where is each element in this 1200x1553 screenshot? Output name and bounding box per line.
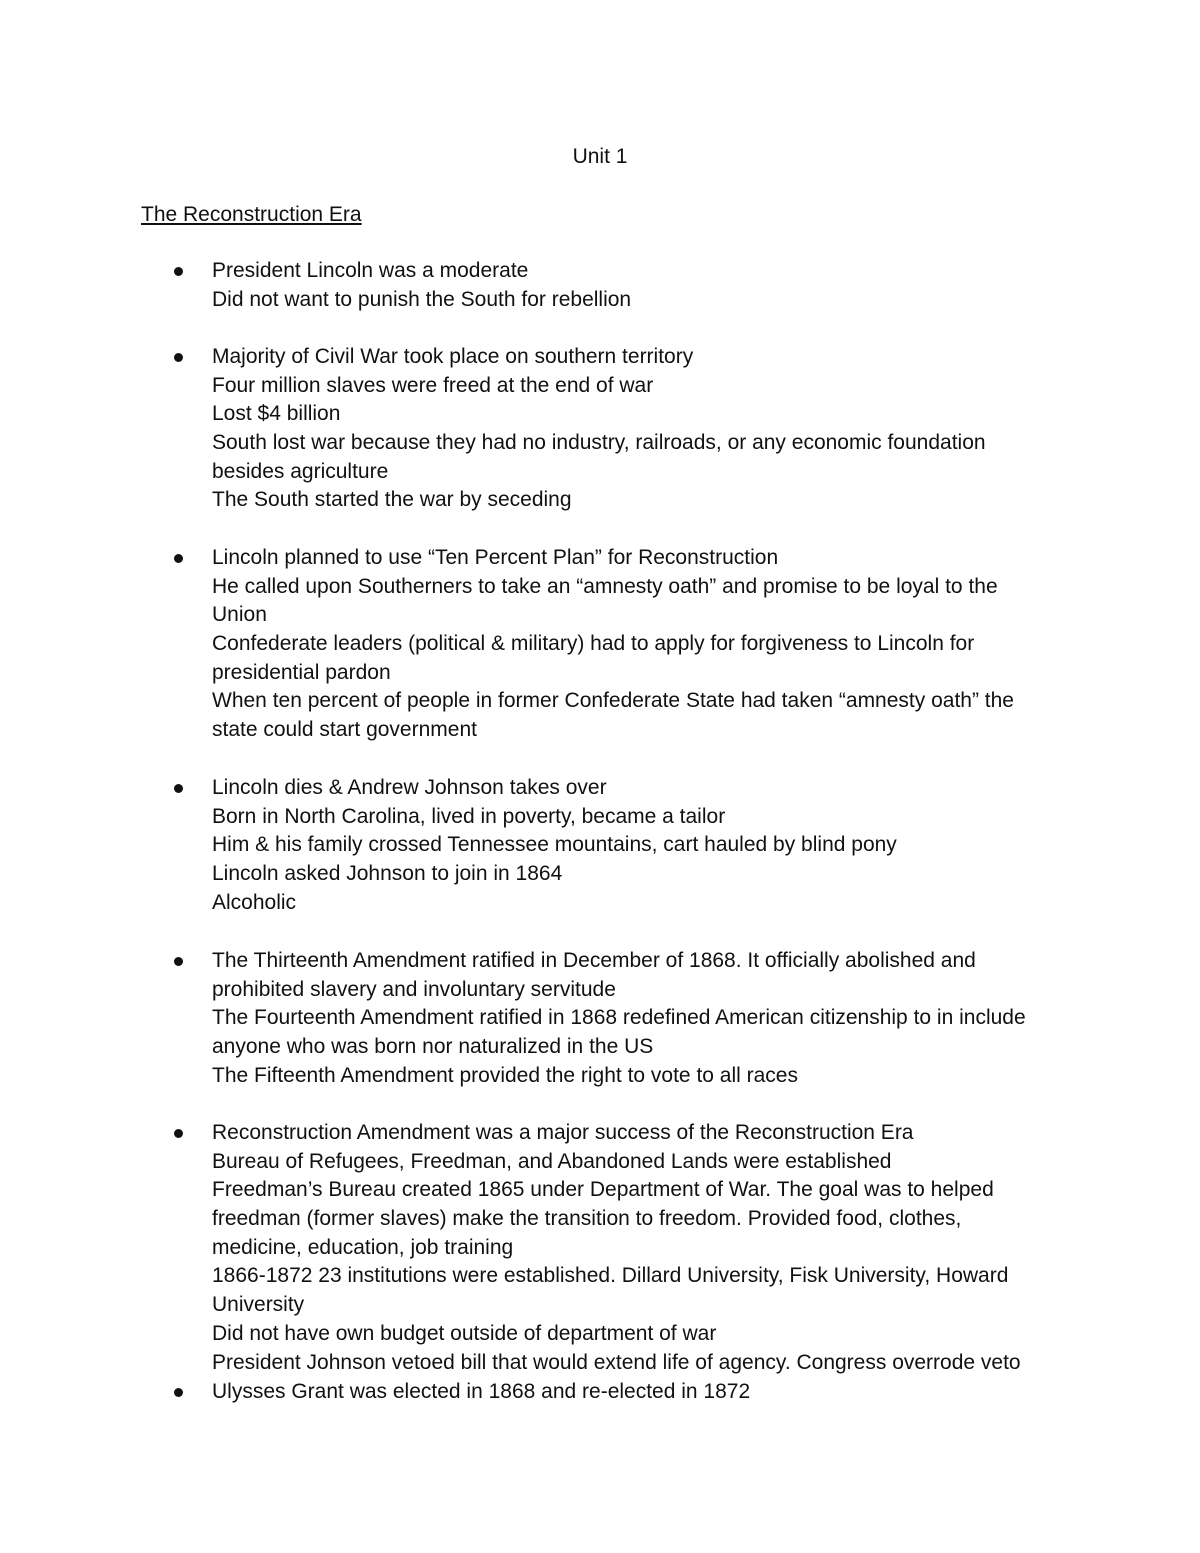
bullet-line: Bureau of Refugees, Freedman, and Abandoned Lands were established [212,1149,892,1173]
bullet-line: Ulysses Grant was elected in 1868 and re-elected in 1872 [212,1380,751,1403]
bullet-line: Majority of Civil War took place on southern territory [212,345,694,368]
bullet-line: President Lincoln was a moderate [212,259,529,282]
bullet-line: freedman (former slaves) make the transition to freedom. Provided food, clothes, [212,1207,962,1231]
bullet-line: besides agriculture [212,459,389,483]
bullet-line: The South started the war by seceding [212,488,572,512]
bullet-line: prohibited slavery and involuntary servitude [212,977,616,1001]
bullet-dot-icon [174,1129,183,1138]
bullet-line: The Thirteenth Amendment ratified in December of 1868. It officially abolished and [212,949,976,972]
bullet-line: Lincoln planned to use “Ten Percent Plan” for Reconstruction [212,546,779,569]
bullet-line: Lincoln dies & Andrew Johnson takes over [212,776,607,799]
section-heading: The Reconstruction Era [141,203,362,226]
bullet-dot-icon [174,267,183,276]
bullet-line: Did not have own budget outside of department of war [212,1321,717,1345]
bullet-line: presidential pardon [212,660,391,684]
bullet-line: anyone who was born nor naturalized in the US [212,1035,654,1059]
bullet-text [212,1378,1072,1407]
bullet-line: Union [212,603,267,627]
bullet-line: state could start government [212,718,477,742]
bullet-line: Him & his family crossed Tennessee mountains, cart hauled by blind pony [212,833,897,857]
bullet-line: Born in North Carolina, lived in poverty, became a tailor [212,804,726,828]
bullet-text [212,544,1072,745]
bullet-line: Lincoln asked Johnson to join in 1864 [212,862,563,886]
bullet-line: The Fourteenth Amendment ratified in 1868 redefined American citizenship to in include [212,1006,1026,1030]
bullet-line: Four million slaves were freed at the end of war [212,373,654,397]
bullet-line: Freedman’s Bureau created 1865 under Department of War. The goal was to helped [212,1178,994,1202]
bullet-line: 1866-1872 23 institutions were established. Dillard University, Fisk University, Howard [212,1264,1009,1288]
bullet-line: Did not want to punish the South for rebellion [212,287,632,311]
bullet-line: South lost war because they had no industry, railroads, or any economic foundation [212,431,986,455]
bullet-text [212,774,1072,917]
bullet-text [212,947,1072,1090]
page-title: Unit 1 [572,145,628,168]
bullet-line: Alcoholic [212,890,297,914]
bullet-dot-icon [174,957,183,966]
bullet-line: President Johnson vetoed bill that would extend life of agency. Congress overrode veto [212,1350,1021,1374]
bullet-line: The Fifteenth Amendment provided the right to vote to all races [212,1063,798,1087]
bullet-text [212,257,1072,314]
bullet-line: Confederate leaders (political & military) had to apply for forgiveness to Lincoln for [212,632,975,656]
bullet-dot-icon [174,1388,183,1397]
bullet-dot-icon [174,784,183,793]
bullet-dot-icon [174,554,183,563]
bullet-line: University [212,1293,305,1317]
bullet-text [212,343,1072,515]
bullet-line: Reconstruction Amendment was a major success of the Reconstruction Era [212,1121,914,1144]
bullet-line: Lost $4 billion [212,402,341,426]
bullet-line: When ten percent of people in former Confederate State had taken “amnesty oath” the [212,689,1014,713]
bullet-text [212,1119,1072,1377]
bullet-line: He called upon Southerners to take an “amnesty oath” and promise to be loyal to the [212,574,998,598]
bullet-dot-icon [174,353,183,362]
bullet-line: medicine, education, job training [212,1235,514,1259]
